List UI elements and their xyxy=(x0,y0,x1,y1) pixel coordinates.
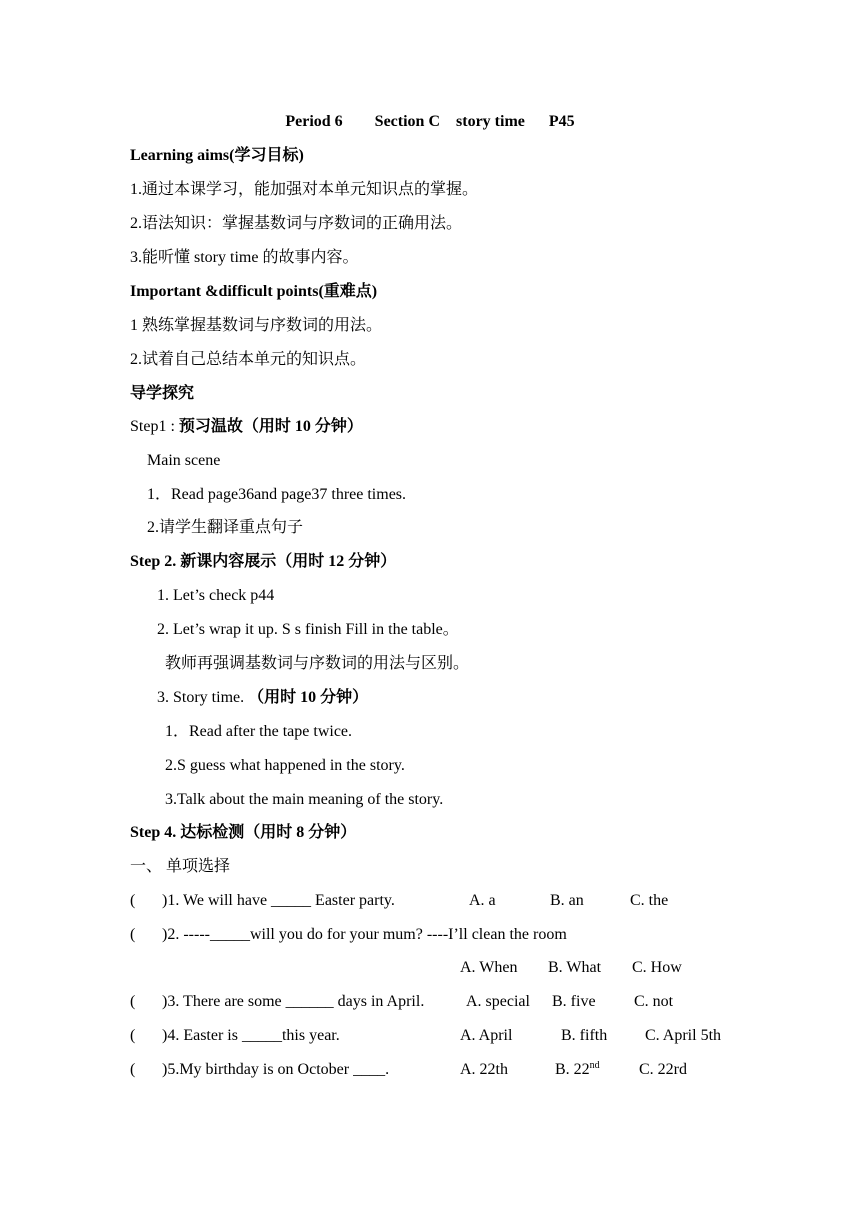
page-title: Period 6 Section C story time P45 xyxy=(285,113,575,130)
step4-heading: Step 4. 达标检测（用时 8 分钟） xyxy=(130,824,357,841)
option-a: A. 22th xyxy=(460,1061,508,1078)
option-c: C. April 5th xyxy=(645,1027,722,1044)
story-time-duration: （用时 10 分钟） xyxy=(248,689,369,706)
option-b: B. fifth xyxy=(561,1027,608,1044)
question-stem: )3. There are some ______ days in April. xyxy=(162,993,425,1010)
option-c: C. not xyxy=(634,993,674,1010)
guide-heading: 导学探究 xyxy=(130,385,195,402)
step2-heading: Step 2. 新课内容展示（用时 12 分钟） xyxy=(130,553,397,570)
story-sub-item: 1．Read after the tape twice. xyxy=(165,723,353,740)
step1-label: Step1 : xyxy=(130,418,179,435)
step2-item: 教师再强调基数词与序数词的用法与区别。 xyxy=(165,655,470,672)
option-c: C. the xyxy=(630,892,669,909)
option-a: A. April xyxy=(460,1027,513,1044)
question-stem: )5.My birthday is on October ____. xyxy=(162,1061,390,1078)
option-b: B. five xyxy=(552,993,596,1010)
story-sub-item: 3.Talk about the main meaning of the story. xyxy=(165,791,444,808)
story-sub-item: 2.S guess what happened in the story. xyxy=(165,757,405,774)
aim-item: 1.通过本课学习，能加强对本单元知识点的掌握。 xyxy=(130,181,479,198)
option-a: A. a xyxy=(469,892,496,909)
answer-paren: ( xyxy=(130,1061,136,1078)
answer-paren: ( xyxy=(130,993,136,1010)
option-b: B. What xyxy=(548,959,602,976)
point-item: 2.试着自己总结本单元的知识点。 xyxy=(130,351,367,368)
question-stem: )1. We will have _____ Easter party. xyxy=(162,892,395,909)
step1-item: 2.请学生翻译重点句子 xyxy=(147,519,304,536)
option-b-superscript: nd xyxy=(589,1060,600,1071)
story-time-label: 3. Story time. xyxy=(157,689,249,706)
step1-title: 预习温故（用时 10 分钟） xyxy=(178,418,363,435)
step1-heading xyxy=(130,417,363,437)
step1-item: 1．Read page36and page37 three times. xyxy=(147,486,407,503)
answer-paren: ( xyxy=(130,892,136,909)
option-a: A. When xyxy=(460,959,518,976)
step2-item-story xyxy=(157,688,368,708)
option-a: A. special xyxy=(466,993,530,1010)
question-stem: )4. Easter is _____this year. xyxy=(162,1027,340,1044)
point-item: 1 熟练掌握基数词与序数词的用法。 xyxy=(130,317,383,334)
aim-item: 3.能听懂 story time 的故事内容。 xyxy=(130,249,359,266)
answer-paren: ( xyxy=(130,1027,136,1044)
option-b-text: B. 22 xyxy=(555,1061,590,1078)
option-c: C. How xyxy=(632,959,682,976)
step2-item: 1. Let’s check p44 xyxy=(157,587,275,604)
option-c: C. 22rd xyxy=(639,1061,687,1078)
answer-paren: ( xyxy=(130,926,136,943)
aim-item: 2.语法知识：掌握基数词与序数词的正确用法。 xyxy=(130,215,463,232)
points-heading: Important &difficult points(重难点) xyxy=(130,283,378,300)
section-heading: 一、 单项选择 xyxy=(130,858,231,875)
step1-item: Main scene xyxy=(147,452,221,469)
aims-heading: Learning aims(学习目标) xyxy=(130,147,304,164)
question-stem: )2. -----_____will you do for your mum? ----I’ll clean the room xyxy=(162,926,567,943)
option-b: B. an xyxy=(550,892,584,909)
step2-item: 2. Let’s wrap it up. S s finish Fill in the table。 xyxy=(157,621,459,638)
option-b xyxy=(555,1060,600,1080)
